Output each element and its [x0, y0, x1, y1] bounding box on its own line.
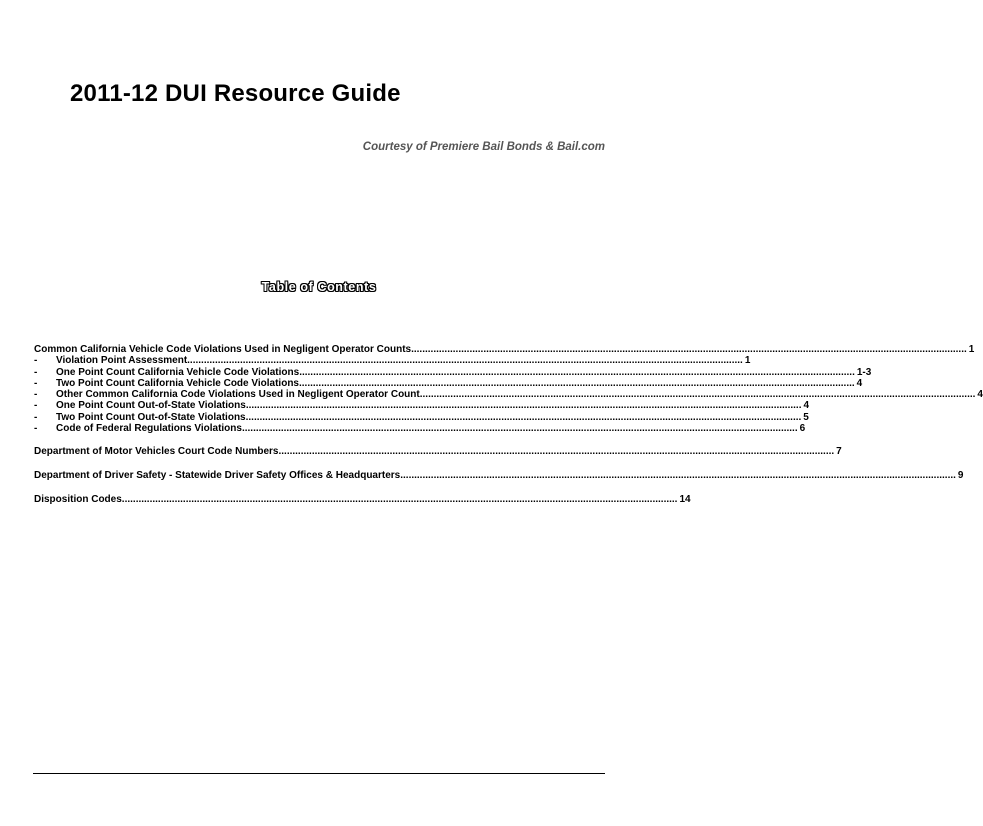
toc-heading: Table of Contents	[261, 280, 377, 294]
toc-leader-dots: ........................................................................................................................................................................................................	[187, 355, 743, 367]
document-title: 2011-12 DUI Resource Guide	[70, 80, 401, 107]
toc-dash: -	[34, 389, 38, 401]
toc-entry-title: Two Point Count Out-of-State Violations	[56, 411, 246, 423]
toc-sub-entry[interactable]	[34, 355, 751, 367]
toc-dash: -	[34, 355, 38, 367]
toc-spacer	[34, 458, 579, 470]
toc-sub-entry[interactable]	[34, 400, 810, 412]
toc-entry-page: 6	[799, 423, 806, 435]
toc-spacer	[34, 434, 579, 446]
toc-dash: -	[34, 400, 38, 412]
courtesy-line: Courtesy of Premiere Bail Bonds & Bail.com	[362, 141, 605, 153]
toc-entry-title: Code of Federal Regulations Violations	[56, 423, 242, 435]
toc-entry-page: 1-3	[856, 366, 872, 378]
toc-leader-dots: ........................................................................................................................................................................................................	[299, 366, 855, 378]
table-of-contents	[34, 344, 983, 506]
toc-sub-entry[interactable]	[34, 366, 872, 378]
toc-entry-page: 14	[679, 494, 691, 506]
toc-leader-dots: ........................................................................................................................................................................................................	[241, 423, 798, 435]
toc-entry-page: 4	[803, 400, 810, 412]
toc-sub-entry[interactable]	[34, 423, 806, 435]
toc-entry-page: 1	[744, 355, 751, 367]
toc-leader-dots: ........................................................................................................................................................................................................	[121, 494, 678, 506]
toc-entry-page: 5	[803, 411, 809, 423]
toc-entry-title: Common California Vehicle Code Violations Used in Negligent Operator Counts	[34, 344, 412, 355]
toc-entry-title: One Point Count California Vehicle Code Violations	[56, 366, 300, 378]
toc-leader-dots: ........................................................................................................................................................................................................	[400, 470, 956, 482]
toc-entry-title: Department of Driver Safety - Statewide Driver Safety Offices & Headquarters	[34, 470, 401, 482]
toc-entry-title: Department of Motor Vehicles Court Code Numbers	[34, 446, 279, 458]
toc-leader-dots: ........................................................................................................................................................................................................	[298, 377, 855, 389]
toc-entry-court-codes[interactable]	[34, 446, 842, 458]
toc-sub-entry[interactable]	[34, 411, 809, 423]
toc-entry-page: 7	[836, 446, 842, 458]
toc-leader-dots: ........................................................................................................................................................................................................	[411, 344, 967, 355]
toc-leader-dots: ........................................................................................................................................................................................................	[419, 389, 976, 401]
toc-entry-title: One Point Count Out-of-State Violations	[56, 400, 246, 412]
toc-entry-page: 4	[977, 389, 983, 401]
toc-entry-disposition-codes[interactable]	[34, 494, 691, 506]
toc-entry-title: Violation Point Assessment	[56, 355, 188, 367]
toc-entry-page: 4	[856, 377, 863, 389]
toc-leader-dots: ........................................................................................................................................................................................................	[278, 446, 835, 458]
footer-divider	[33, 773, 605, 774]
toc-entry-title: Other Common California Code Violations Used in Negligent Operator Count	[56, 389, 420, 401]
toc-leader-dots: ........................................................................................................................................................................................................	[245, 411, 802, 423]
toc-entry-main[interactable]	[34, 344, 975, 355]
toc-dash: -	[34, 423, 38, 435]
toc-spacer	[34, 482, 579, 494]
toc-sub-entry[interactable]	[34, 377, 863, 389]
toc-dash: -	[34, 377, 38, 389]
toc-sub-entry[interactable]	[34, 389, 983, 401]
toc-dash: -	[34, 366, 38, 378]
toc-entry-title: Two Point Count California Vehicle Code Violations	[56, 377, 299, 389]
toc-entry-driver-safety[interactable]	[34, 470, 964, 482]
toc-entry-page: 9	[957, 470, 964, 482]
toc-leader-dots: ........................................................................................................................................................................................................	[245, 400, 802, 412]
toc-entry-page: 1	[968, 344, 975, 355]
toc-entry-title: Disposition Codes	[34, 494, 122, 506]
toc-dash: -	[34, 411, 38, 423]
